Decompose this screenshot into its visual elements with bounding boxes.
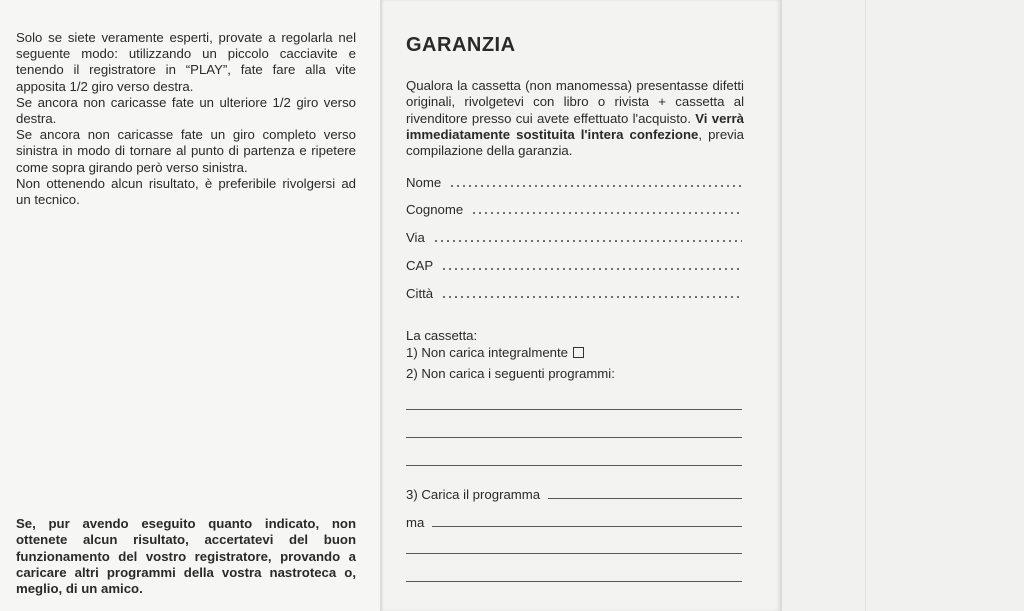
write-line[interactable]: [406, 465, 742, 466]
nome-field[interactable]: [406, 172, 742, 190]
instruction-paragraph: Se ancora non caricasse fate un giro completo verso sinistra in modo di tornare al punto di partenza e ripetere come sopra girando però verso sinistra.: [16, 127, 356, 175]
option-1: [406, 345, 584, 360]
write-line[interactable]: [406, 553, 742, 554]
dotted-line: [471, 212, 742, 214]
warranty-intro-end: , previa compilazione della garanzia.: [406, 127, 745, 159]
option-1-label: 1) Non carica integralmente: [406, 345, 568, 360]
instruction-paragraph: Non ottenendo alcun risultato, è preferibile rivolgersi ad un tecnico.: [16, 175, 356, 208]
dotted-line: [449, 185, 742, 187]
dotted-line: [441, 296, 742, 298]
warranty-title: GARANZIA: [406, 34, 516, 56]
ma-field[interactable]: [406, 512, 742, 530]
fold-line: [380, 0, 382, 611]
option-1-checkbox[interactable]: [573, 347, 584, 358]
blank-right-panel: [780, 0, 1024, 611]
ma-label: ma: [406, 515, 425, 530]
option-3-label: 3) Carica il programma: [406, 487, 541, 502]
citta-field[interactable]: [406, 283, 742, 301]
via-field[interactable]: [406, 227, 742, 245]
option-2-label: 2) Non carica i seguenti programmi:: [406, 366, 615, 381]
fold-line: [865, 0, 866, 611]
warranty-intro-text: Qualora la cassetta (non manomessa) presentasse difetti originali, rivolgetevi con libro o rivista + cassetta al rivenditore presso cui avete effettuato l'acquisto.: [406, 78, 744, 126]
write-line[interactable]: [406, 581, 742, 582]
cassetta-label: La cassetta:: [406, 328, 478, 343]
fold-line: [780, 0, 782, 611]
cognome-label: Cognome: [406, 202, 464, 217]
citta-label: Città: [406, 286, 434, 301]
warranty-intro: [406, 78, 744, 159]
option-3-field[interactable]: [406, 484, 742, 502]
cap-field[interactable]: [406, 255, 742, 273]
dotted-line: [441, 268, 742, 270]
write-line: [548, 498, 742, 499]
recorder-check-note: Se, pur avendo eseguito quanto indicato, non ottenete alcun risultato, accertatevi del buon funzionamento del vostro registratore, provando a caricare altri programmi della vostra nastroteca o, meglio, di un amico.: [16, 516, 356, 596]
via-label: Via: [406, 230, 425, 245]
dotted-line: [433, 240, 742, 242]
nome-label: Nome: [406, 175, 442, 190]
instruction-paragraph: Solo se siete veramente esperti, provate a regolarla nel seguente modo: utilizzando un piccolo cacciavite e tenendo il registratore in “PLAY”, fate fare alla vite apposita 1/2 giro verso destra.: [16, 30, 356, 94]
warranty-intro-bold: Vi verrà immediatamente sostituita l'intera confezione: [406, 110, 744, 143]
write-line[interactable]: [406, 437, 742, 438]
adjustment-instructions: [16, 30, 356, 208]
write-line: [432, 526, 742, 527]
write-line[interactable]: [406, 409, 742, 410]
instruction-paragraph: Se ancora non caricasse fate un ulteriore 1/2 giro verso destra.: [16, 94, 356, 127]
cognome-field[interactable]: [406, 199, 742, 217]
cap-label: CAP: [406, 258, 434, 273]
